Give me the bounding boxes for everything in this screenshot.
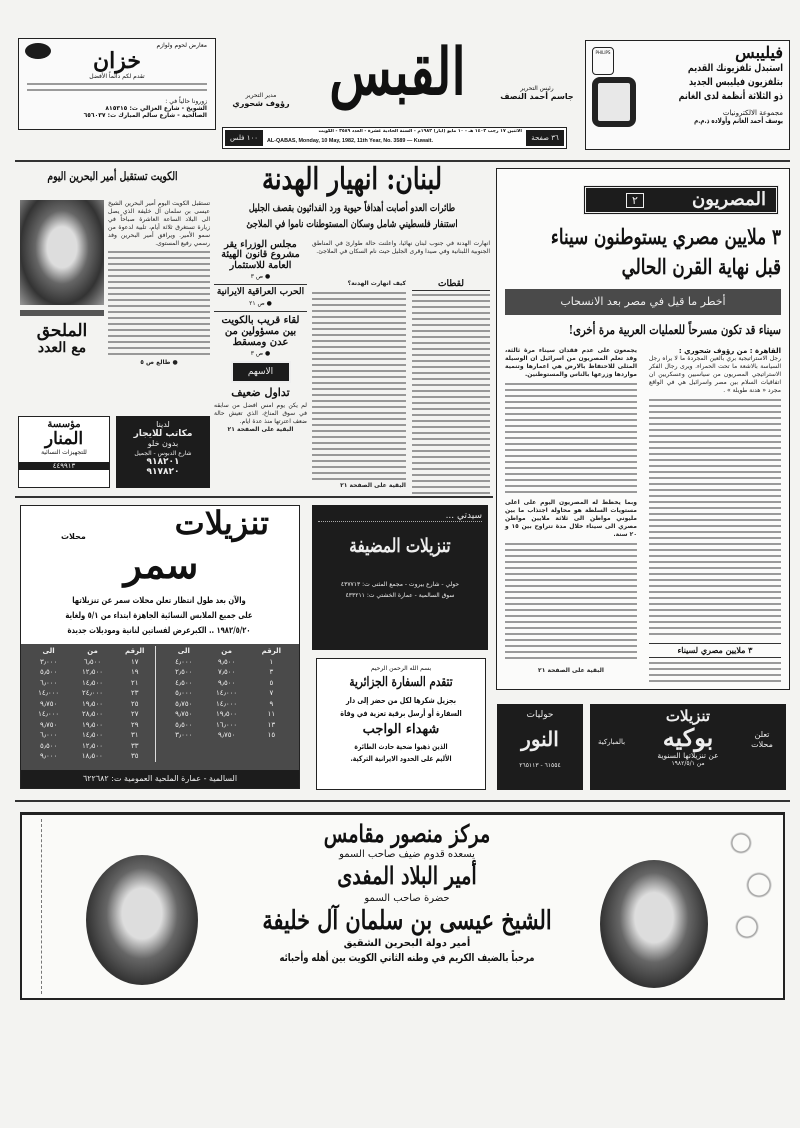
price-cell: ١٤٫٥٠٠ — [81, 731, 104, 739]
boukeh-name: بوكيه — [662, 722, 714, 752]
price-cell: ٩٫٠٠٠ — [39, 752, 58, 760]
stocks-text: لم يكن يوم امس افضل من سابقه في سوق المناخ، الذي تعيش حالة ضعف اعترتها منذ عدة ايام. — [214, 402, 307, 426]
price-row — [27, 678, 156, 689]
editor-in-chief-label: رئيس التحرير — [520, 85, 554, 92]
price-cell: ١٥ — [267, 731, 276, 739]
price-cell: ٥٫٠٠٠ — [175, 689, 193, 697]
price-row — [164, 699, 293, 710]
khazzan-emblem — [25, 43, 51, 59]
guest-name: الشيخ عيسى بن سلمان آل خليفة — [262, 905, 552, 936]
khazzan-sub: تقدم لكم دائماً الأفضل — [89, 73, 145, 81]
snapshots-title: لقطات — [412, 280, 490, 291]
article-text: رجل الاستراتيجية بري بالعين المجردة ما لا يراه رجل السياسة بالاشعة ما تحت الحمراء. ويرى رجال الفكر الاستراتيجي المصريون من سياسيين وعسكريين ان اتفاقيات السلام بين مصر واسرائيل هي في الواقع مجرد « هدنة طويلة » . — [649, 355, 781, 394]
col-header: الرقم — [124, 647, 145, 655]
price-cell: ٣٣ — [130, 741, 139, 750]
price-cell: ٢٧ — [130, 710, 139, 718]
price-table — [21, 644, 299, 770]
philips-ad — [585, 40, 790, 150]
lebanon-text — [312, 292, 406, 482]
philips-company: مجموعة الالكترونيات — [722, 108, 783, 117]
price-cell: ٣٫٠٠٠ — [39, 657, 58, 666]
samar-body-line: ١٩٨٢/٥/٢٠ .. الكبرعرض لفساتين لنانية وموديلات جديدة — [67, 626, 251, 636]
article-text-lines — [505, 543, 637, 663]
stocks-headline: تداول ضعيف — [231, 386, 290, 400]
khazzan-ad — [18, 38, 216, 130]
mudhifa-top: سيدتي ... — [318, 511, 482, 522]
khazzan-name: خزان — [92, 48, 141, 74]
vine-ornament-icon — [28, 819, 42, 994]
price-cell: ٩ — [269, 699, 274, 708]
lidaina-address: شارع الدبوس - الجميل — [134, 450, 192, 457]
price-cell: ١٤٫٥٠٠ — [81, 678, 104, 687]
egypt-article — [496, 168, 790, 690]
price-cell: ١١ — [267, 710, 276, 718]
continued-note: البقية على الصفحة ٢١ — [340, 482, 406, 489]
lebanon-snapshots — [412, 280, 490, 494]
lebanon-headline: لبنان: انهيار الهدنة — [261, 162, 443, 197]
price-cell: ٥٫٥٠٠ — [175, 720, 193, 729]
price-row — [27, 699, 156, 710]
nour-top: حوليات — [526, 710, 554, 720]
col-header: الى — [42, 647, 55, 655]
center-name: مركز منصور مقامس — [323, 819, 491, 848]
price-cell: ٢٨٫٥٠٠ — [81, 710, 104, 718]
price-cell: ٦٫٥٠٠ — [83, 657, 102, 666]
price-cell: ٤٫٠٠٠ — [175, 657, 193, 666]
mudhifa-ad — [312, 505, 488, 650]
lidaina-line: بدون خلو — [147, 439, 179, 448]
page-ref: ● ص ٢١ — [249, 300, 272, 308]
lebanon-body — [312, 280, 406, 490]
price-cell: ١٢٫٥٠٠ — [81, 741, 104, 750]
briefs-column — [214, 240, 307, 434]
series-part: ٢ — [626, 193, 644, 208]
khazzan-tagline: معارض لحوم ولوازم — [156, 42, 207, 49]
boukeh-pre: تعلن محلات — [751, 730, 773, 749]
embassy-body: الأليم على الحدود الايرانية التركية. — [350, 753, 452, 763]
mudhifa-address: حولي - شارع بيروت - مجمع المثنى ت: ٤٣٧٧١٣ — [340, 580, 460, 588]
embassy-body: الذين ذهبوا ضحية حادث الطائرة — [354, 741, 448, 751]
newspaper-logo: القبس — [329, 35, 466, 110]
article-text: وبما يخطط له المصريون اليوم على اعلى مستويات السلطة هو محاولة اجتذاب ما بين مليوني مواطن الى ثلاثة ملايين مواطن مصري الى سيناء خلال مدة تتراوح بين ١٥ و ٢٠ سنة. — [505, 499, 637, 538]
snapshots-text — [412, 294, 490, 494]
price-row — [27, 720, 156, 731]
managing-editor-label: مدير التحرير — [245, 92, 277, 99]
egypt-headline-2: قبل نهاية القرن الحالي — [621, 254, 781, 279]
lebanon-subhead: طائرات العدو أصابت أهدافاً حيوية ورد الفدائيون بقصف الجليل — [248, 203, 456, 214]
price-row — [164, 709, 293, 720]
amir-bahrain-photo — [20, 200, 104, 305]
embassy-body: بجزيل شكرها لكل من حضر إلى دار — [345, 696, 456, 706]
price-cell: ٢٣ — [130, 689, 139, 697]
price-cell: ٣ — [269, 668, 274, 676]
price-row — [164, 678, 293, 689]
article-text: يجمعون على عدم فقدان سيناء مرة ثالثة، وقد تعلم المصريون من اسرائيل ان الوسيلة المثلى للاحتفاظ بالارض هي اعمارها وتنمية مواردها وزرعها بالناس والمستوطنين. — [505, 347, 637, 378]
section-divider — [15, 800, 790, 802]
brief-headline: مجلس الوزراء يقر مشروع قانون الهيئة العامة للاستثمار — [221, 239, 300, 271]
brief-headline: لقاء قريب بالكويت بين مسؤولين من عدن ومسقط — [214, 311, 307, 348]
welcome-line: يسعده قدوم ضيف صاحب السمو — [339, 849, 475, 861]
editor-in-chief — [493, 85, 581, 101]
series-banner — [583, 185, 779, 215]
managing-editor — [222, 92, 300, 108]
page-ref: ● ص ٣ — [250, 273, 271, 281]
floral-ornament-icon — [723, 815, 783, 955]
supplement-box — [20, 310, 104, 376]
supplement-title: الملحق — [36, 321, 88, 341]
price-row — [164, 720, 293, 731]
price-cell: ٢١ — [130, 678, 139, 687]
nour-ad — [497, 704, 583, 790]
price-cell: ٢٤٫٠٠٠ — [81, 689, 104, 697]
price-cell: ١٤٫٠٠٠ — [38, 689, 60, 697]
philips-line: استبدل تلفزيونك القديم — [687, 62, 783, 74]
lidaina-line: لدينا — [156, 420, 170, 429]
price-cell: ١٩٫٥٠٠ — [81, 699, 104, 708]
price-cell: ١٨٫٥٠٠ — [81, 752, 103, 760]
lidaina-phone: ٩١٨٢٠١ — [146, 457, 180, 467]
lebanon-subhead-2: استنفار فلسطيني شامل وسكان المستوطنات ناموا في الملاجئ — [246, 219, 458, 230]
supplement-subtitle: مع العدد — [37, 339, 87, 356]
manar-phone: ٤٤٩٩١٣ — [19, 462, 109, 470]
price-row — [27, 730, 156, 741]
price-cell: ٧ — [269, 689, 274, 697]
mudhifa-address: سوق السالمية - عمارة الخشتي ت: ٤٣٣٢١١ — [345, 591, 455, 599]
lidaina-ad — [116, 416, 210, 488]
price-cell: ٦٫٠٠٠ — [39, 731, 58, 739]
price-cell: ٥٫٥٠٠ — [39, 741, 58, 750]
welcome-ad — [20, 812, 785, 1000]
bahrain-text-lines — [108, 251, 210, 359]
martyrs-title: شهداء الواجب — [362, 722, 440, 738]
price-row — [164, 688, 293, 699]
manar-line: للتجهيزات النسائية — [41, 448, 87, 456]
philips-line: ذو الثلاثة أنظمة لدى الغانم — [678, 90, 783, 102]
price-cell: ٧٫٥٠٠ — [217, 668, 236, 676]
byline: القاهرة : من رؤوف شحوري : — [678, 347, 781, 355]
price-row — [27, 741, 156, 752]
amir-kuwait-portrait — [600, 860, 708, 988]
welcome-text — [212, 821, 602, 964]
lidaina-line: مكاتب للايجار — [133, 429, 193, 439]
samar-title: تنزيلات — [174, 505, 269, 542]
price-cell: ١٦٫٠٠٠ — [216, 720, 238, 729]
price-cell: ١٤٫٠٠٠ — [38, 710, 60, 718]
manar-top: مؤسسة — [47, 419, 81, 430]
price-row — [27, 688, 156, 699]
page-ref: ● ص ٣ — [250, 350, 271, 358]
price-cell: ٢٫٥٠٠ — [175, 668, 193, 676]
price-cell: ١٩٫٥٠٠ — [81, 720, 104, 729]
mudhifa-title: تنزيلات المضيفة — [349, 535, 451, 557]
stocks-label: الاسهم — [231, 361, 291, 383]
continued-note: البقية على الصفحة ٢١ — [227, 426, 294, 434]
price-cell: ١٤٫٠٠٠ — [216, 689, 238, 697]
col-header: الى — [177, 647, 190, 655]
manar-name: المنار — [44, 429, 84, 449]
khazzan-branch: الشويخ - شارع الغزالي ت: ٨١٥٣١٥ — [105, 105, 207, 113]
boukeh-ad — [590, 704, 786, 790]
egypt-banner: أخطر ما قيل في مصر بعد الانسحاب — [505, 289, 781, 315]
price: ١٠٠ فلس — [225, 130, 263, 146]
samar-body-line: والآن بعد طول انتظار تعلن محلات سمر عن تنزيلاتها — [72, 596, 246, 606]
price-row — [27, 709, 156, 720]
article-text-lines — [649, 662, 781, 682]
price-cell: ٥٫٥٠٠ — [39, 668, 58, 676]
boukeh-title: تنزيلات — [665, 707, 711, 725]
date-arabic: الاثنين ١٧ رجب ١٤٠٢ هـ - ١٠ مايو (ايار) ١٩٨٢م - السنة الحادية عشرة - العدد ٣٥٨٩ - الكويت — [318, 129, 522, 134]
price-row — [27, 751, 156, 762]
price-cell: ١٣ — [267, 720, 276, 729]
samar-body-line: على جميع الملابس النسائية الجاهزة ابتداء من ٥/١ ولغاية — [65, 611, 253, 621]
brief-headline: الحرب العراقية الايرانية — [214, 284, 307, 298]
khazzan-visit: زورونا حالياً في : — [165, 98, 207, 106]
philips-company-name: يوسف أحمد الغانم وأولاده ذ.م.م — [694, 116, 783, 125]
egypt-box-title: ٣ ملايين مصري لسيناء — [649, 643, 781, 658]
price-cell: ٢٩ — [130, 720, 139, 729]
price-cell: ٢٥ — [130, 699, 139, 708]
price-cell: ١ — [269, 657, 274, 666]
price-row — [27, 667, 156, 678]
philips-logo: PHILIPS — [592, 47, 614, 75]
embassy-body: السفارة أو أرسل برقية تعزية في وفاة — [340, 709, 462, 719]
boukeh-date: من ١٩٨٢/٥/١ — [671, 759, 705, 767]
boukeh-body: عن تنزيلاتها السنوية — [657, 750, 719, 760]
section-divider — [15, 496, 493, 498]
price-cell: ٩٫٧٥٠ — [217, 731, 236, 739]
col-header: من — [87, 647, 98, 655]
dateline-bar — [222, 127, 567, 149]
continued-note: البقية على الصفحة ٢١ — [538, 667, 604, 674]
price-table-right — [164, 646, 293, 741]
egypt-col-right — [649, 347, 781, 682]
managing-editor-name: رؤوف شحوري — [232, 99, 290, 108]
price-cell: ٩٫٧٥٠ — [175, 710, 193, 718]
bahrain-headline: الكويت تستقبل أمير البحرين اليوم — [47, 169, 178, 183]
amir-bahrain-portrait — [86, 855, 198, 985]
price-cell: ٩٫٧٥٠ — [39, 720, 58, 729]
price-cell: ٩٫٥٠٠ — [217, 657, 236, 666]
embassy-title: تتقدم السفارة الجزائرية — [349, 675, 453, 690]
price-row — [27, 657, 156, 668]
price-row — [164, 667, 293, 678]
samar-body — [29, 594, 289, 639]
samar-name: سمر — [123, 542, 199, 587]
boukeh-location: بالمباركية — [598, 738, 626, 746]
tv-screen-icon — [592, 77, 636, 127]
egypt-headline: ٣ ملايين مصري يستوطنون سيناء — [550, 224, 781, 249]
price-cell: ٥٫٧٥٠ — [175, 699, 193, 708]
price-row — [164, 657, 293, 668]
page-count: ٣٦ صفحة — [526, 130, 564, 146]
price-cell: ٣١ — [130, 731, 139, 739]
price-cell: ٣٫٠٠٠ — [175, 731, 193, 739]
nour-phone: ٦١٥٥٤ - ٢٦٥١١٣ — [519, 762, 561, 769]
philips-brand: فيليبس — [735, 43, 783, 62]
price-cell: ١٧ — [130, 657, 139, 666]
col-header: من — [221, 647, 232, 655]
khazzan-details — [27, 83, 207, 95]
lidaina-phone: ٩١٧٨٢٠ — [146, 467, 180, 477]
price-cell: ٤٫٥٠٠ — [175, 678, 193, 687]
algerian-embassy-notice — [316, 658, 486, 790]
price-cell: ٩٫٧٥٠ — [39, 699, 58, 708]
editor-in-chief-name: جاسم أحمد النصف — [500, 92, 574, 101]
manar-ad — [18, 416, 110, 488]
egypt-subhead: سيناء قد تكون مسرحاً للعمليات العربية مرة أخرى! — [568, 322, 781, 337]
price-cell: ٩٫٥٠٠ — [217, 678, 236, 687]
lebanon-lead-col — [312, 240, 490, 256]
lebanon-lead: انهارت الهدنة في جنوب لبنان نهائيا، واعلنت حالة طوارئ في المناطق الجنوبية اللبنانية وفي صيدا وقرى الجليل حيث نام السكان في الملاجئ. — [312, 240, 490, 255]
col-header: الرقم — [261, 647, 282, 655]
philips-line: بتلفزيون فيليبس الجديد — [688, 76, 783, 88]
price-cell: ١٢٫٥٠٠ — [81, 668, 104, 676]
samar-shops: محلات — [61, 532, 86, 541]
welcome-line: حضرة صاحب السمو — [364, 892, 450, 904]
price-cell: ٦٫٠٠٠ — [39, 678, 58, 687]
nour-name: النور — [521, 727, 559, 751]
price-cell: ٥ — [269, 678, 274, 687]
khazzan-branch: الصالحية - شارع سالم المبارك ت: ٦٥٦٠٣٧ — [83, 112, 207, 120]
article-text-lines — [505, 383, 637, 493]
price-cell: ١٩ — [130, 668, 139, 676]
egypt-col-left — [505, 347, 637, 675]
price-cell: ٣٥ — [130, 752, 139, 760]
price-table-left — [27, 646, 156, 762]
basmala: بسم الله الرحمن الرحيم — [370, 665, 432, 672]
samar-ad — [20, 505, 300, 789]
bahrain-text-col — [108, 200, 210, 367]
price-row — [164, 730, 293, 741]
welcome-line-title: أمير البلاد المفدى — [337, 861, 477, 891]
series-title: المصريون — [692, 189, 766, 210]
date-english: AL-QABAS, Monday, 10 May, 1982, 11th Year, No. 3589 — Kuwait. — [267, 138, 433, 144]
welcome-line: مرحباً بالضيف الكريم في وطنه الثاني الكويت بين أهله وأحبائه — [279, 952, 535, 965]
supplement-ref: ● طالع ص ٥ — [140, 359, 178, 366]
bahrain-text: تستقبل الكويت اليوم أمير البحرين الشيخ عيسى بن سلمان آل خليفة الذي يصل الى البلاد الساعة العاشرة صباحاً في زيارة تستغرق ثلاثة أيام، تلبية لدعوة من سمو الأمير. ويرافق أمير البحرين وفد رسمي رفيع المستوى. — [108, 200, 210, 247]
price-cell: ١٤٫٠٠٠ — [216, 699, 238, 708]
welcome-line: أمير دولة البحرين الشقيق — [343, 938, 471, 950]
article-text-lines — [649, 399, 781, 639]
price-cell: ١٩٫٥٠٠ — [216, 710, 238, 718]
side-question: كيف انهارت الهدنة؟ — [347, 280, 406, 287]
samar-footer: السالمية - عمارة الملحية العمومية ت: ٦٢٢٦٨٢ — [21, 770, 299, 788]
